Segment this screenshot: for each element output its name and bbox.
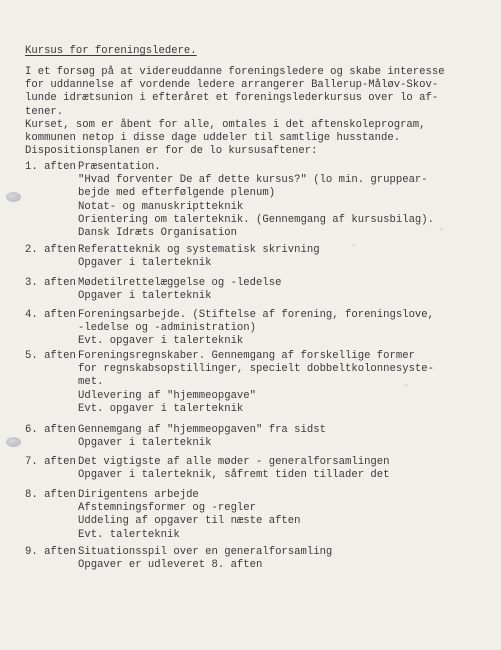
session-item: Foreningsregnskaber. Gennemgang af forskellige former — [78, 350, 415, 362]
session-items — [78, 350, 493, 416]
session-label: 4. aften — [25, 309, 76, 321]
session-item: Det vigtigste af alle møder - generalforsamlingen — [78, 456, 390, 468]
session-item: Opgaver i talerteknik — [78, 290, 212, 303]
session-items — [78, 489, 493, 542]
intro-line: kommunen netop i disse dage uddeler til samtlige husstande. — [25, 132, 401, 145]
session-label: 3. aften — [25, 277, 76, 289]
session-items — [78, 546, 493, 572]
session-label: 9. aften — [25, 546, 76, 558]
session-item: Uddeling af opgaver til næste aften — [78, 515, 301, 528]
intro-paragraph — [25, 66, 490, 158]
session-item: met. — [78, 376, 104, 389]
session-items — [78, 277, 493, 303]
session-item: Opgaver i talerteknik — [78, 257, 212, 270]
intro-line: tener. — [25, 105, 64, 118]
session-item: Evt. opgaver i talerteknik — [78, 402, 244, 415]
session-item: Notat- og manuskriptteknik — [78, 200, 244, 213]
session-item: Dansk Idræts Organisation — [78, 227, 237, 240]
session-item: Opgaver i talerteknik, såfremt tiden tillader det — [78, 469, 390, 482]
session-item: Orientering om talerteknik. (Gennemgang af kursusbilag). — [78, 213, 435, 226]
session-item: Afstemningsformer og -regler — [78, 502, 257, 515]
session-item: Evt. opgaver i talerteknik — [78, 335, 244, 348]
session-items — [78, 309, 493, 349]
session-items — [78, 161, 493, 240]
session-item: -ledelse og -administration) — [78, 322, 257, 335]
session-item: Dirigentens arbejde — [78, 489, 199, 501]
session-label: 6. aften — [25, 424, 76, 436]
session-item: Gennemgang af "hjemmeopgaven" fra sidst — [78, 424, 326, 436]
intro-line: I et forsøg på at videreuddanne foreningsledere og skabe interesse — [25, 66, 445, 78]
session-item: Mødetilrettelæggelse og -ledelse — [78, 277, 282, 289]
intro-line: Kurset, som er åbent for alle, omtales i det aftenskoleprogram, — [25, 118, 426, 131]
session-items — [78, 456, 493, 482]
session-item: Evt. talerteknik — [78, 528, 180, 541]
session-item: Situationsspil over en generalforsamling — [78, 546, 333, 558]
punch-hole-lower — [6, 437, 21, 447]
session-items — [78, 424, 493, 450]
session-items — [78, 244, 493, 270]
session-item: Præsentation. — [78, 161, 161, 173]
session-item: Udlevering af "hjemmeopgave" — [78, 389, 257, 402]
document-title: Kursus for foreningsledere. — [25, 45, 197, 57]
intro-line: Dispositionsplanen er for de lo kursusaftener: — [25, 145, 318, 158]
session-label: 7. aften — [25, 456, 76, 468]
punch-hole-upper — [6, 192, 21, 202]
session-item: bejde med efterfølgende plenum) — [78, 187, 276, 200]
session-item: "Hvad forventer De af dette kursus?" (lo min. gruppear- — [78, 174, 428, 187]
session-label: 8. aften — [25, 489, 76, 501]
session-item: for regnskabsopstillinger, specielt dobbeltkolonnesyste- — [78, 363, 435, 376]
session-item: Opgaver i talerteknik — [78, 437, 212, 450]
session-item: Referatteknik og systematisk skrivning — [78, 244, 320, 256]
session-label: 5. aften — [25, 350, 76, 362]
intro-line: for uddannelse af vordende ledere arrangerer Ballerup-Måløv-Skov- — [25, 79, 439, 92]
session-label: 2. aften — [25, 244, 76, 256]
session-label: 1. aften — [25, 161, 76, 173]
session-item: Opgaver er udleveret 8. aften — [78, 559, 263, 572]
intro-line: lunde idrætsunion i efteråret et foreningslederkursus over lo af- — [25, 92, 439, 105]
session-item: Foreningsarbejde. (Stiftelse af forening, foreningslove, — [78, 309, 435, 321]
